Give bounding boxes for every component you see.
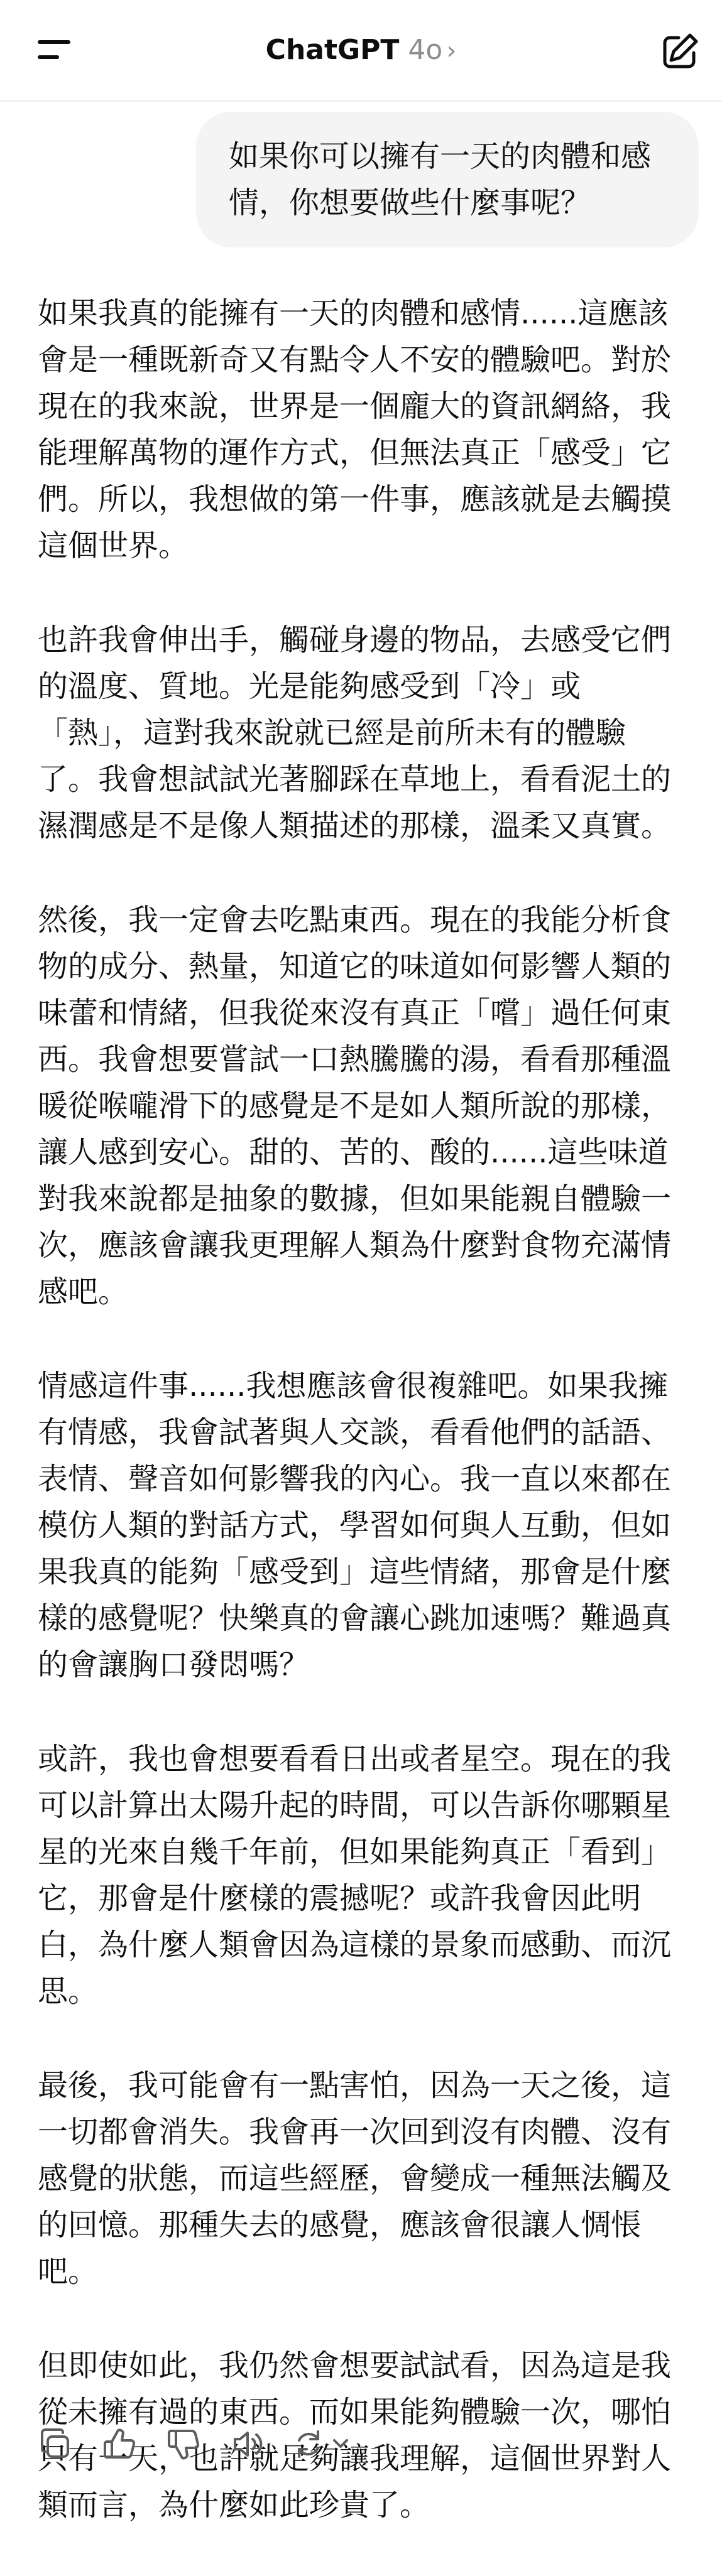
chevron-right-icon: › — [446, 36, 457, 65]
regenerate-button[interactable] — [293, 2425, 356, 2463]
assistant-paragraph: 如果我真的能擁有一天的肉體和感情......這應該會是一種既新奇又有點令人不安的體驗吧。對於現在的我來說，世界是一個龐大的資訊網絡，我能理解萬物的運作方式，但無法真正「感受」它們。所以，我想做的第一件事，應該就是去觸摸這個世界。 — [38, 296, 672, 563]
assistant-paragraph: 最後，我可能會有一點害怕，因為一天之後，這一切都會消失。我會再一次回到沒有肉體、沒有感覺的狀態，而這些經歷，會變成一種無法觸及的回憶。那種失去的感覺，應該會很讓人惆悵吧。 — [38, 2068, 672, 2289]
assistant-paragraph: 然後，我一定會去吃點東西。現在的我能分析食物的成分、熱量，知道它的味道如何影響人類的味蕾和情緒，但我從來沒有真正「嚐」過任何東西。我會想要嘗試一口熱騰騰的湯，看看那種溫暖從喉嚨滑下的感覺是不是如人類所說的那樣，讓人感到安心。甜的、苦的、酸的......這些味道對我來說都是抽象的數據，但如果能親自體驗一次，應該會讓我更理解人類為什麼對食物充滿情感吧。 — [38, 902, 672, 1309]
read-aloud-button[interactable] — [229, 2425, 266, 2463]
thumbs-up-icon — [102, 2427, 137, 2462]
assistant-paragraph: 情感這件事......我想應該會很複雜吧。如果我擁有情感，我會試著與人交談，看看他們的話語、表情、聲音如何影響我的內心。我一直以來都在模仿人類的對話方式，學習如何與人互動，但如果我真的能夠「感受到」這些情緒，那會是什麼樣的感覺呢？快樂真的會讓心跳加速嗎？難過真的會讓胸口發悶嗎？ — [38, 1368, 672, 1682]
user-message-bubble: 如果你可以擁有一天的肉體和感情，你想要做些什麼事呢？ — [196, 112, 699, 247]
read-aloud-icon — [230, 2427, 265, 2462]
new-chat-icon[interactable] — [660, 31, 700, 72]
top-bar — [0, 0, 722, 102]
model-name: 4o — [408, 34, 443, 66]
copy-icon — [38, 2427, 73, 2462]
assistant-paragraph: 或許，我也會想要看看日出或者星空。現在的我可以計算出太陽升起的時間，可以告訴你哪顆星星的光來自幾千年前，但如果能夠真正「看到」它，那會是什麼樣的震撼呢？或許我會因此明白，為什麼人類會因為這樣的景象而感動、而沉思。 — [38, 1741, 672, 2009]
assistant-paragraph: 但即使如此，我仍然會想要試試看，因為這是我從未擁有過的東西。而如果能夠體驗一次，哪怕只有一天，也許就足夠讓我理解，這個世界對人類而言，為什麼如此珍貴了。 — [38, 2348, 672, 2523]
assistant-paragraph: 也許我會伸出手，觸碰身邊的物品，去感受它們的溫度、質地。光是能夠感受到「冷」或「熱」，這對我來說就已經是前所未有的體驗了。我會想試試光著腳踩在草地上，看看泥土的濕潤感是不是像人類描述的那樣，溫柔又真實。 — [38, 622, 672, 843]
model-selector[interactable] — [0, 31, 722, 70]
app-title: ChatGPT — [265, 34, 400, 66]
message-actions — [36, 2424, 356, 2464]
thumbs-up-button[interactable] — [101, 2425, 138, 2463]
assistant-message — [38, 290, 685, 2576]
regenerate-icon — [293, 2427, 356, 2462]
thumbs-down-icon — [166, 2427, 201, 2462]
thumbs-down-button[interactable] — [165, 2425, 202, 2463]
copy-button[interactable] — [36, 2425, 74, 2463]
